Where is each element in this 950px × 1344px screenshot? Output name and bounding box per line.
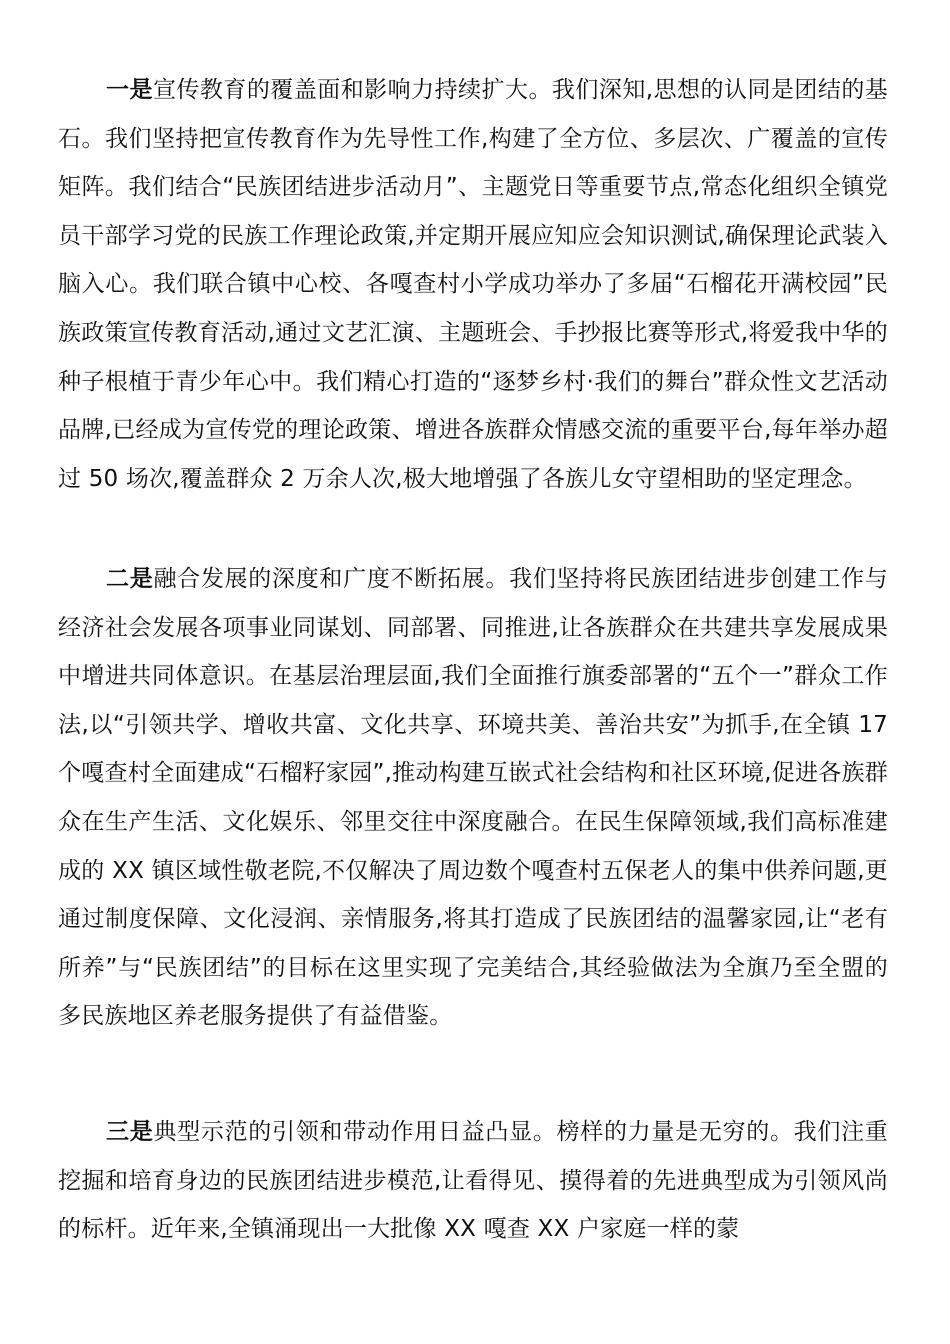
- paragraph-3: [58, 1108, 888, 1254]
- paragraph-1-lead: 一是: [106, 77, 153, 103]
- paragraph-1-body: 宣传教育的覆盖面和影响力持续扩大。我们深知,思想的认同是团结的基石。我们坚持把宣传教育作为先导性工作,构建了全方位、多层次、广覆盖的宣传矩阵。我们结合“民族团结进步活动月”、主题党日等重要节点,常态化组织全镇党员干部学习党的民族工作理论政策,并定期开展应知应会知识测试,确保理论武装入脑入心。我们联合镇中心校、各嘎查村小学成功举办了多届“石榴花开满校园”民族政策宣传教育活动,通过文艺汇演、主题班会、手抄报比赛等形式,将爱我中华的种子根植于青少年心中。我们精心打造的“逐梦乡村·我们的舞台”群众性文艺活动品牌,已经成为宣传党的理论政策、增进各族群众情感交流的重要平台,每年举办超过 50 场次,覆盖群众 2 万余人次,极大地增强了各族儿女守望相助的坚定理念。: [58, 77, 889, 492]
- paragraph-2: [58, 555, 888, 1041]
- paragraph-3-lead: 三是: [106, 1119, 154, 1145]
- paragraph-3-body: 典型示范的引领和带动作用日益凸显。榜样的力量是无穷的。我们注重挖掘和培育身边的民族团结进步模范,让看得见、摸得着的先进典型成为引领风尚的标杆。近年来,全镇涌现出一大批像 XX 嘎查 XX 户家庭一样的蒙: [58, 1119, 889, 1243]
- paragraph-2-lead: 二是: [106, 566, 154, 592]
- paragraph-2-body: 融合发展的深度和广度不断拓展。我们坚持将民族团结进步创建工作与经济社会发展各项事业同谋划、同部署、同推进,让各族群众在共建共享发展成果中增进共同体意识。在基层治理层面,我们全面推行旗委部署的“五个一”群众工作法,以“引领共学、增收共富、文化共享、环境共美、善治共安”为抓手,在全镇 17 个嘎查村全面建成“石榴籽家园”,推动构建互嵌式社会结构和社区环境,促进各族群众在生产生活、文化娱乐、邻里交往中深度融合。在民生保障领域,我们高标准建成的 XX 镇区域性敬老院,不仅解决了周边数个嘎查村五保老人的集中供养问题,更通过制度保障、文化浸润、亲情服务,将其打造成了民族团结的温馨家园,让“老有所养”与“民族团结”的目标在这里实现了完美结合,其经验做法为全旗乃至全盟的多民族地区养老服务提供了有益借鉴。: [58, 566, 889, 1030]
- paragraph-1: [58, 66, 888, 503]
